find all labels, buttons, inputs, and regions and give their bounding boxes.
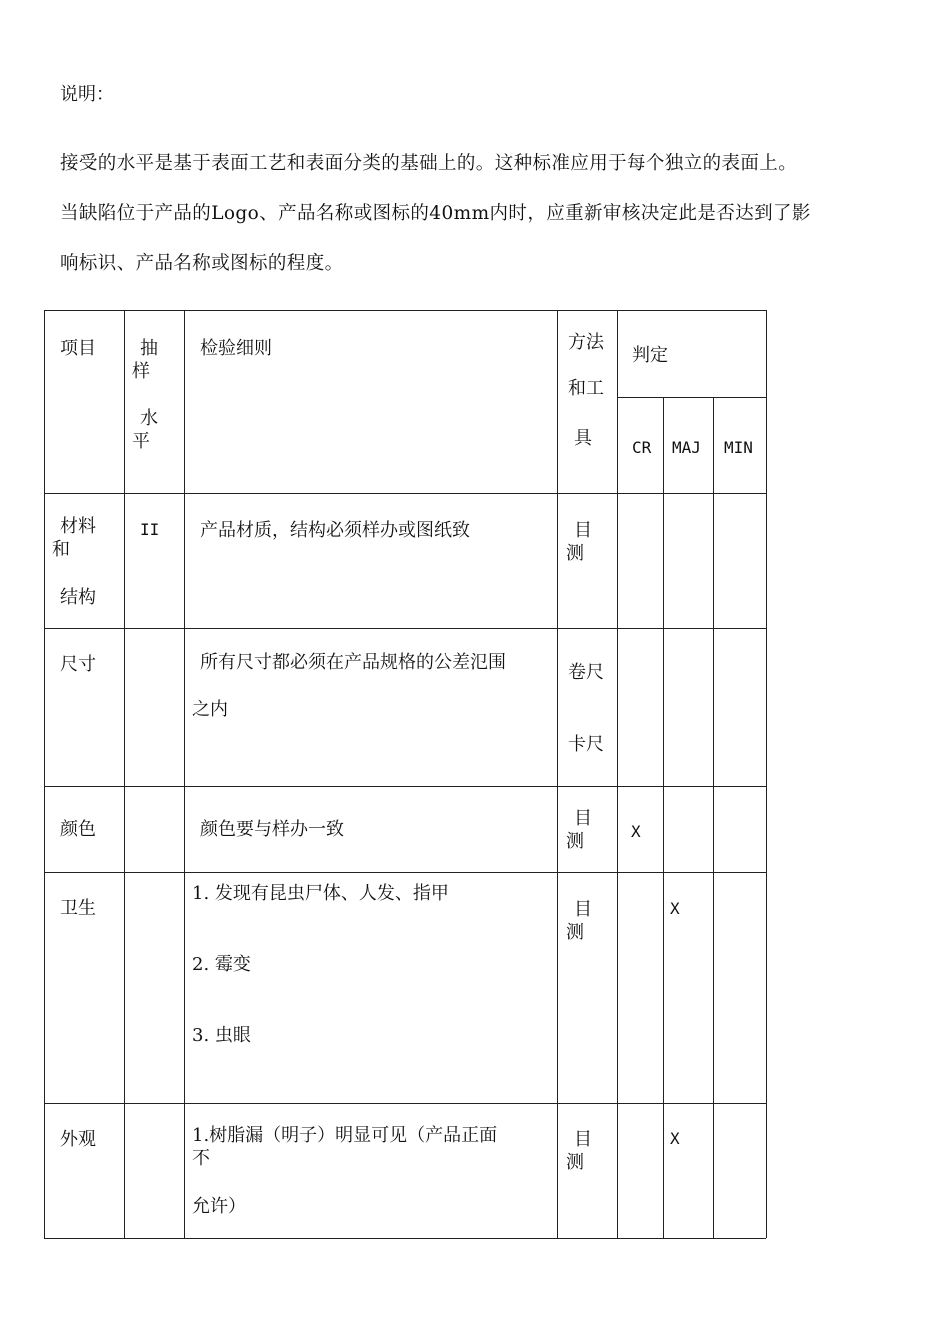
column-divider — [184, 310, 185, 1238]
row-details: 产品材质，结构必须样办或图纸致 — [200, 520, 470, 541]
header-sampling: 平 — [132, 431, 150, 452]
row-details: 1.树脂漏（明子）明显可见（产品正面 — [192, 1125, 498, 1146]
row-method: 目 — [574, 1129, 592, 1150]
row-maj-mark: X — [670, 1129, 680, 1148]
column-divider — [617, 310, 618, 1238]
table-border-top — [44, 310, 766, 311]
row-item: 尺寸 — [60, 654, 96, 675]
header-maj: MAJ — [672, 438, 701, 457]
row-details: 不 — [192, 1148, 210, 1169]
judgement-divider — [617, 397, 766, 398]
row-divider — [44, 786, 766, 787]
row-divider — [44, 493, 766, 494]
note-line-1: 接受的水平是基于表面工艺和表面分类的基础上的。这种标准应用于每个独立的表面上。 — [60, 153, 798, 174]
header-method: 具 — [574, 428, 592, 449]
column-divider — [663, 397, 664, 1238]
header-cr: CR — [632, 438, 652, 457]
header-sampling: 样 — [132, 361, 150, 382]
row-method: 测 — [566, 1152, 584, 1173]
row-item: 结构 — [60, 587, 96, 608]
header-item: 项目 — [60, 338, 96, 359]
header-method: 方法 — [568, 332, 604, 353]
column-divider — [713, 397, 714, 1238]
row-cr-mark: X — [631, 822, 641, 841]
row-divider — [44, 1103, 766, 1104]
row-details: 之内 — [192, 699, 228, 720]
row-details: 所有尺寸都必须在产品规格的公差氾围 — [200, 652, 506, 673]
column-divider — [124, 310, 125, 1238]
row-item: 卫生 — [60, 898, 96, 919]
row-details: 2. 霉变 — [192, 954, 251, 975]
row-maj-mark: X — [670, 899, 680, 918]
note-title: 说明： — [60, 84, 114, 105]
header-details: 检验细则 — [200, 338, 272, 359]
table-border-right — [766, 310, 767, 1238]
row-item: 颜色 — [60, 819, 96, 840]
row-method: 目 — [574, 808, 592, 829]
row-details: 1. 发现有昆虫尸体、人发、指甲 — [192, 883, 449, 904]
header-judgement: 判定 — [632, 345, 668, 366]
header-min: MIN — [724, 438, 753, 457]
row-method: 测 — [566, 831, 584, 852]
table-border-left — [44, 310, 45, 1238]
column-divider — [557, 310, 558, 1238]
row-method: 目 — [574, 520, 592, 541]
row-item: 和 — [52, 539, 70, 560]
row-details: 允许） — [192, 1196, 246, 1217]
header-method: 和工 — [568, 378, 604, 399]
row-method: 卷尺 — [568, 662, 604, 683]
row-method: 测 — [566, 543, 584, 564]
header-sampling: 抽 — [140, 338, 158, 359]
note-line-2: 当缺陷位于产品的Logo、产品名称或图标的40mm内时，应重新审核决定此是否达到了影 — [60, 203, 811, 224]
header-sampling: 水 — [140, 408, 158, 429]
row-divider — [44, 628, 766, 629]
row-item: 外观 — [60, 1129, 96, 1150]
row-details: 3. 虫眼 — [192, 1025, 251, 1046]
row-details: 颜色要与样办一致 — [200, 819, 344, 840]
table-border-bottom — [44, 1238, 766, 1239]
row-method: 目 — [574, 899, 592, 920]
row-divider — [44, 872, 766, 873]
note-line-3: 响标识、产品名称或图标的程度。 — [60, 253, 344, 274]
row-item: 材料 — [60, 516, 96, 537]
row-method: 测 — [566, 922, 584, 943]
row-method: 卡尺 — [568, 734, 604, 755]
row-sampling: II — [140, 520, 160, 539]
